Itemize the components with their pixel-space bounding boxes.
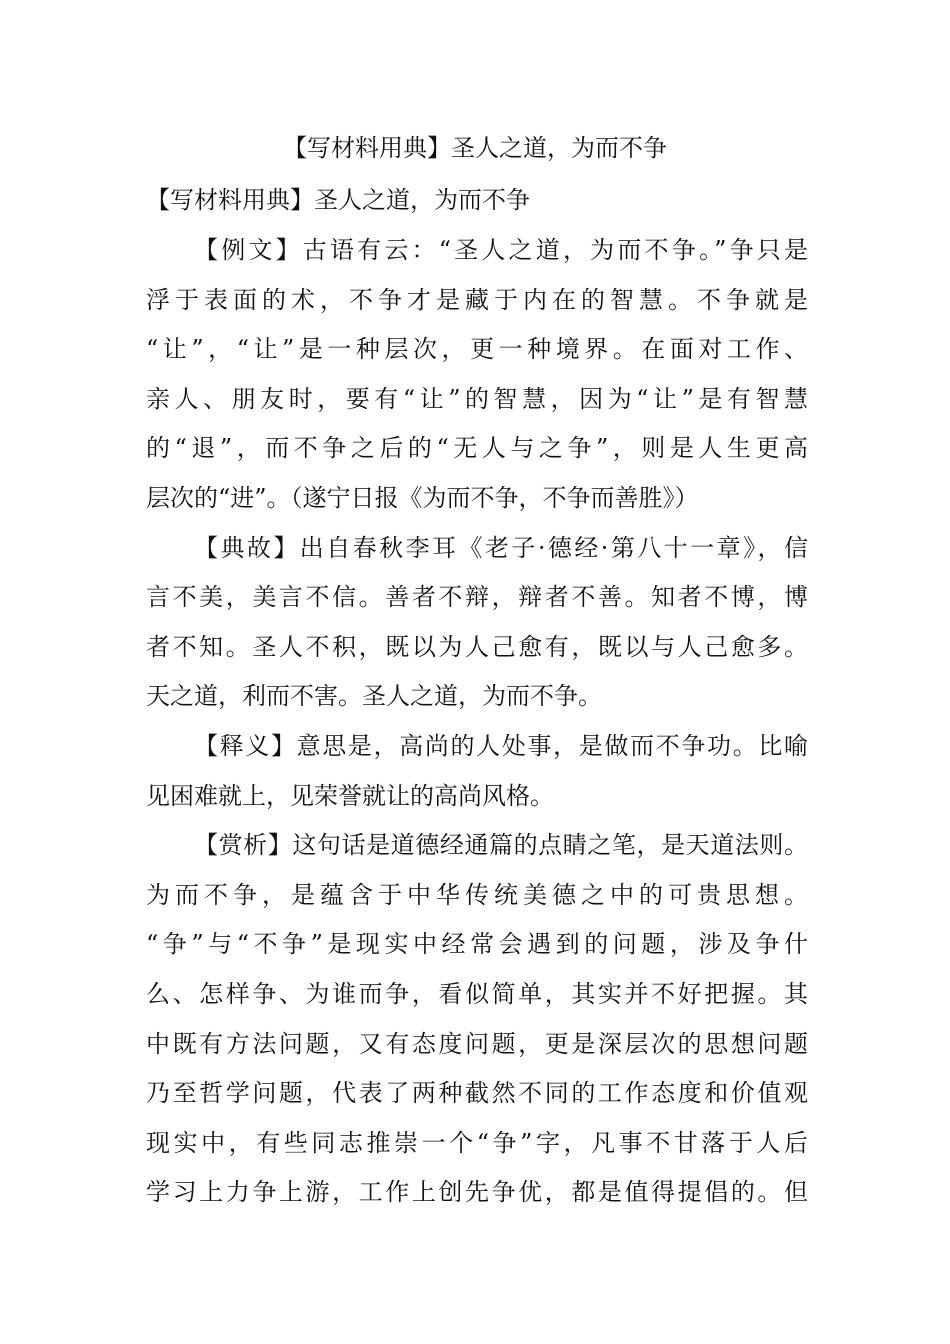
text-line: “争”与“不争”是现实中经常会遇到的问题，涉及争什	[146, 930, 808, 959]
text-line: 言不美，美言不信。善者不辩，辩者不善。知者不博，博	[146, 583, 808, 612]
text-line: 【例文】古语有云：“圣人之道，为而不争。”争只是	[194, 236, 808, 264]
text-line: 天之道，利而不害。圣人之道，为而不争。	[146, 682, 602, 711]
text-line: 【赏析】这句话是道德经通篇的点睛之笔，是天道法则。	[194, 831, 808, 860]
section-heading: 【写材料用典】圣人之道，为而不争	[146, 186, 530, 214]
text-line: 为而不争，是蕴含于中华传统美德之中的可贵思想。	[146, 880, 808, 909]
text-line: 中既有方法问题，又有态度问题，更是深层次的思想问题	[146, 1029, 808, 1058]
text-line: 现实中，有些同志推崇一个“争”字，凡事不甘落于人后	[146, 1128, 808, 1157]
text-line: 层次的“进”。（遂宁日报《为而不争，不争而善胜》）	[146, 483, 699, 512]
text-line: 【典故】出自春秋李耳《老子·德经·第八十一章》，信	[194, 533, 808, 562]
text-line: 浮于表面的术，不争才是藏于内在的智慧。不争就是	[146, 285, 808, 314]
text-line: 亲人、朋友时，要有“让”的智慧，因为“让”是有智慧	[146, 384, 808, 413]
page-title: 【写材料用典】圣人之道，为而不争	[283, 134, 667, 162]
text-line: “让”，“让”是一种层次，更一种境界。在面对工作、	[146, 335, 808, 364]
text-line: 学习上力争上游，工作上创先争优，都是值得提倡的。但	[146, 1178, 808, 1207]
text-line: 的“退”，而不争之后的“无人与之争”，则是人生更高	[146, 434, 808, 463]
text-line: 么、怎样争、为谁而争，看似简单，其实并不好把握。其	[146, 979, 808, 1008]
text-line: 乃至哲学问题，代表了两种截然不同的工作态度和价值观	[146, 1079, 808, 1108]
body-text	[146, 230, 808, 1222]
text-line: 【释义】意思是，高尚的人处事，是做而不争功。比喻	[194, 731, 808, 760]
text-line: 者不知。圣人不积，既以为人己愈有，既以与人己愈多。	[146, 632, 808, 661]
text-line: 见困难就上，见荣誉就让的高尚风格。	[146, 781, 554, 810]
